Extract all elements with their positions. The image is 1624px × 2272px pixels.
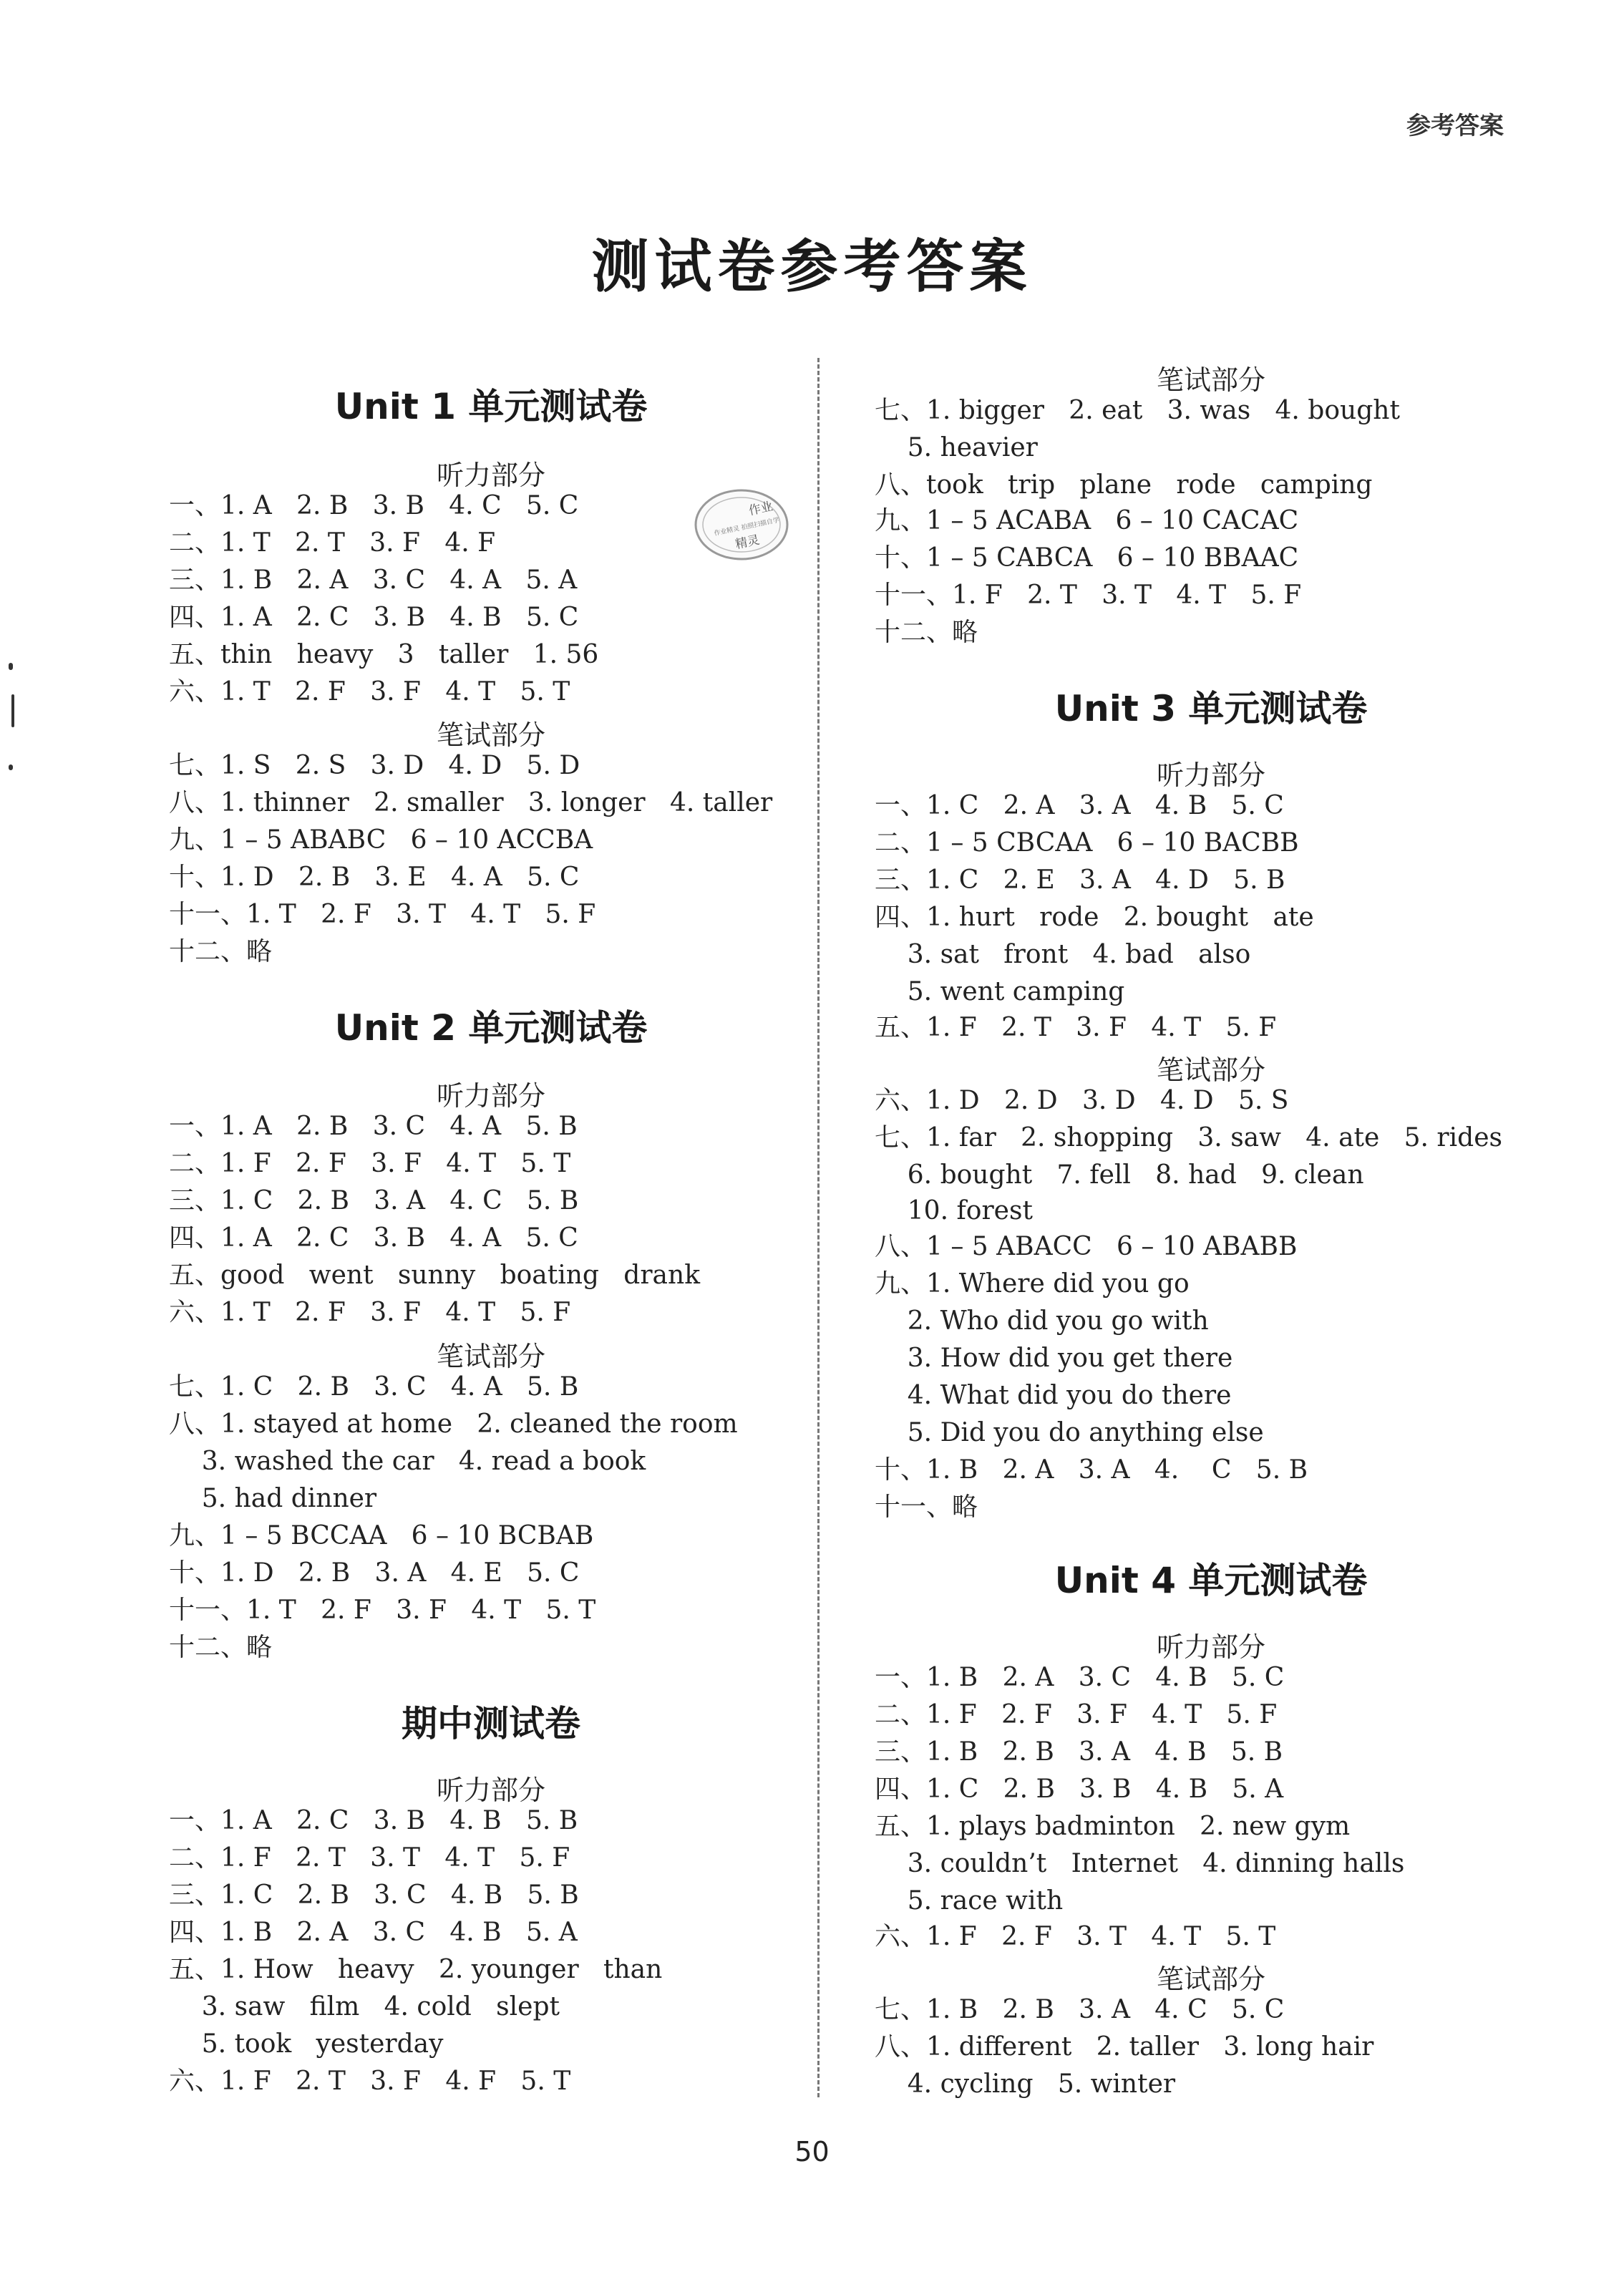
answer-line: 十、1. B 2. A 3. A 4. C 5. B	[875, 1455, 1308, 1485]
unit3-listening-header: 听力部分	[1156, 759, 1265, 791]
header-corner-label: 参考答案	[1406, 112, 1504, 140]
answer-line: 一、1. A 2. B 3. C 4. A 5. B	[169, 1112, 578, 1141]
answer-line: 5. heavier	[875, 433, 1038, 462]
answer-line: 一、1. A 2. B 3. B 4. C 5. C	[169, 491, 579, 520]
answer-line: 二、1. F 2. F 3. F 4. T 5. F	[875, 1700, 1278, 1729]
answer-line: 六、1. D 2. D 3. D 4. D 5. S	[875, 1086, 1289, 1115]
scan-edge-mark	[9, 764, 13, 770]
answer-line: 4. What did you do there	[875, 1381, 1232, 1410]
unit2-listening-header: 听力部分	[436, 1080, 545, 1112]
unit1-title: Unit 1 单元测试卷	[334, 386, 648, 427]
answer-line: 3. saw film 4. cold slept	[169, 1992, 560, 2021]
answer-line: 七、1. C 2. B 3. C 4. A 5. B	[169, 1372, 579, 1402]
unit4-listening-header: 听力部分	[1156, 1631, 1265, 1663]
midterm-title: 期中测试卷	[402, 1703, 580, 1744]
answer-line: 五、1. How heavy 2. younger than	[169, 1955, 663, 1984]
unit3-title: Unit 3 单元测试卷	[1054, 688, 1368, 729]
answer-line: 一、1. A 2. C 3. B 4. B 5. B	[169, 1806, 578, 1835]
unit2-written-cont-header: 笔试部分	[1156, 364, 1265, 396]
answer-line: 3. sat front 4. bad also	[875, 940, 1251, 969]
answer-line: 三、1. C 2. E 3. A 4. D 5. B	[875, 865, 1285, 895]
answer-line: 二、1. T 2. T 3. F 4. F	[169, 528, 496, 558]
answer-line: 三、1. C 2. B 3. A 4. C 5. B	[169, 1186, 579, 1215]
answer-line: 一、1. C 2. A 3. A 4. B 5. C	[875, 791, 1284, 820]
answer-line: 九、1. Where did you go	[875, 1269, 1190, 1298]
answer-line: 十一、1. T 2. F 3. T 4. T 5. F	[169, 900, 596, 929]
answer-line: 10. forest	[875, 1196, 1033, 1225]
scan-edge-mark	[9, 663, 13, 670]
unit1-written-header: 笔试部分	[436, 719, 545, 751]
answer-line: 九、1 – 5 ABABC 6 – 10 ACCBA	[169, 825, 593, 855]
answer-line: 十二、略	[875, 618, 978, 647]
answer-line: 四、1. hurt rode 2. bought ate	[875, 903, 1314, 932]
answer-line: 6. bought 7. fell 8. had 9. clean	[875, 1160, 1364, 1190]
answer-line: 七、1. B 2. B 3. A 4. C 5. C	[875, 1995, 1285, 2024]
answer-line: 3. couldn’t Internet 4. dinning halls	[875, 1849, 1405, 1878]
answer-line: 十二、略	[169, 937, 273, 966]
answer-line: 二、1 – 5 CBCAA 6 – 10 BACBB	[875, 828, 1299, 858]
answer-line: 十、1. D 2. B 3. E 4. A 5. C	[169, 863, 580, 892]
answer-line: 5. went camping	[875, 977, 1125, 1006]
answer-line: 七、1. S 2. S 3. D 4. D 5. D	[169, 751, 580, 780]
answer-line: 五、thin heavy 3 taller 1. 56	[169, 640, 599, 669]
svg-text:精灵: 精灵	[734, 533, 762, 553]
answer-line: 五、1. F 2. T 3. F 4. T 5. F	[875, 1013, 1277, 1042]
answer-line: 二、1. F 2. F 3. F 4. T 5. T	[169, 1149, 571, 1178]
answer-line: 3. How did you get there	[875, 1344, 1233, 1373]
column-divider	[817, 358, 820, 2097]
answer-line: 八、1 – 5 ABACC 6 – 10 ABABB	[875, 1232, 1298, 1261]
answer-line: 三、1. B 2. A 3. C 4. A 5. A	[169, 565, 578, 595]
unit3-written-header: 笔试部分	[1156, 1054, 1265, 1086]
answer-line: 十一、1. F 2. T 3. T 4. T 5. F	[875, 581, 1302, 610]
answer-line: 九、1 – 5 ACABA 6 – 10 CACAC	[875, 506, 1299, 535]
answer-line: 十一、1. T 2. F 3. F 4. T 5. T	[169, 1596, 596, 1625]
answer-line: 3. washed the car 4. read a book	[169, 1447, 646, 1476]
answer-line: 5. race with	[875, 1886, 1064, 1916]
answer-line: 三、1. C 2. B 3. C 4. B 5. B	[169, 1880, 579, 1910]
answer-line: 十二、略	[169, 1633, 273, 1662]
answer-line: 5. took yesterday	[169, 2029, 444, 2059]
answer-line: 七、1. far 2. shopping 3. saw 4. ate 5. rides	[875, 1123, 1502, 1152]
answer-line: 八、1. thinner 2. smaller 3. longer 4. taller	[169, 788, 773, 817]
answer-line: 四、1. C 2. B 3. B 4. B 5. A	[875, 1775, 1284, 1804]
answer-line: 六、1. T 2. F 3. F 4. T 5. F	[169, 1298, 571, 1327]
page-title: 测试卷参考答案	[591, 233, 1033, 300]
unit1-listening-header: 听力部分	[436, 460, 545, 491]
unit4-title: Unit 4 单元测试卷	[1054, 1560, 1368, 1601]
answer-line: 四、1. B 2. A 3. C 4. B 5. A	[169, 1918, 578, 1947]
answer-line: 十、1. D 2. B 3. A 4. E 5. C	[169, 1558, 580, 1588]
answer-line: 十、1 – 5 CABCA 6 – 10 BBAAC	[875, 543, 1299, 573]
answer-line: 八、1. different 2. taller 3. long hair	[875, 2032, 1374, 2062]
answer-line: 三、1. B 2. B 3. A 4. B 5. B	[875, 1737, 1283, 1767]
answer-line: 五、1. plays badminton 2. new gym	[875, 1812, 1351, 1841]
unit2-title: Unit 2 单元测试卷	[334, 1007, 648, 1049]
answer-line: 六、1. T 2. F 3. F 4. T 5. T	[169, 677, 570, 707]
answer-line: 六、1. F 2. T 3. F 4. F 5. T	[169, 2067, 571, 2096]
unit4-written-header: 笔试部分	[1156, 1963, 1265, 1995]
answer-line: 五、good went sunny boating drank	[169, 1261, 701, 1290]
svg-text:作业: 作业	[747, 499, 774, 519]
answer-line: 八、took trip plane rode camping	[875, 470, 1373, 500]
page-number: 50	[794, 2136, 830, 2167]
answer-line: 八、1. stayed at home 2. cleaned the room	[169, 1409, 738, 1439]
answer-line: 4. cycling 5. winter	[875, 2069, 1176, 2099]
answer-line: 2. Who did you go with	[875, 1306, 1209, 1336]
answer-line: 二、1. F 2. T 3. T 4. T 5. F	[169, 1843, 570, 1873]
answer-line: 六、1. F 2. F 3. T 4. T 5. T	[875, 1922, 1276, 1951]
svg-text:作业精灵 拍照扫描自学: 作业精灵 拍照扫描自学	[713, 517, 780, 538]
stamp-watermark	[691, 485, 792, 564]
answer-line: 5. Did you do anything else	[875, 1418, 1264, 1447]
answer-line: 七、1. bigger 2. eat 3. was 4. bought	[875, 396, 1400, 425]
answer-line: 四、1. A 2. C 3. B 4. B 5. C	[169, 603, 579, 632]
scan-edge-mark	[11, 694, 14, 727]
answer-line: 四、1. A 2. C 3. B 4. A 5. C	[169, 1223, 578, 1253]
midterm-listening-header: 听力部分	[436, 1775, 545, 1806]
answer-line: 十一、略	[875, 1492, 978, 1522]
unit2-written-header: 笔试部分	[436, 1341, 545, 1372]
answer-line: 九、1 – 5 BCCAA 6 – 10 BCBAB	[169, 1521, 594, 1550]
answer-line: 一、1. B 2. A 3. C 4. B 5. C	[875, 1663, 1285, 1692]
answer-line: 5. had dinner	[169, 1484, 377, 1513]
